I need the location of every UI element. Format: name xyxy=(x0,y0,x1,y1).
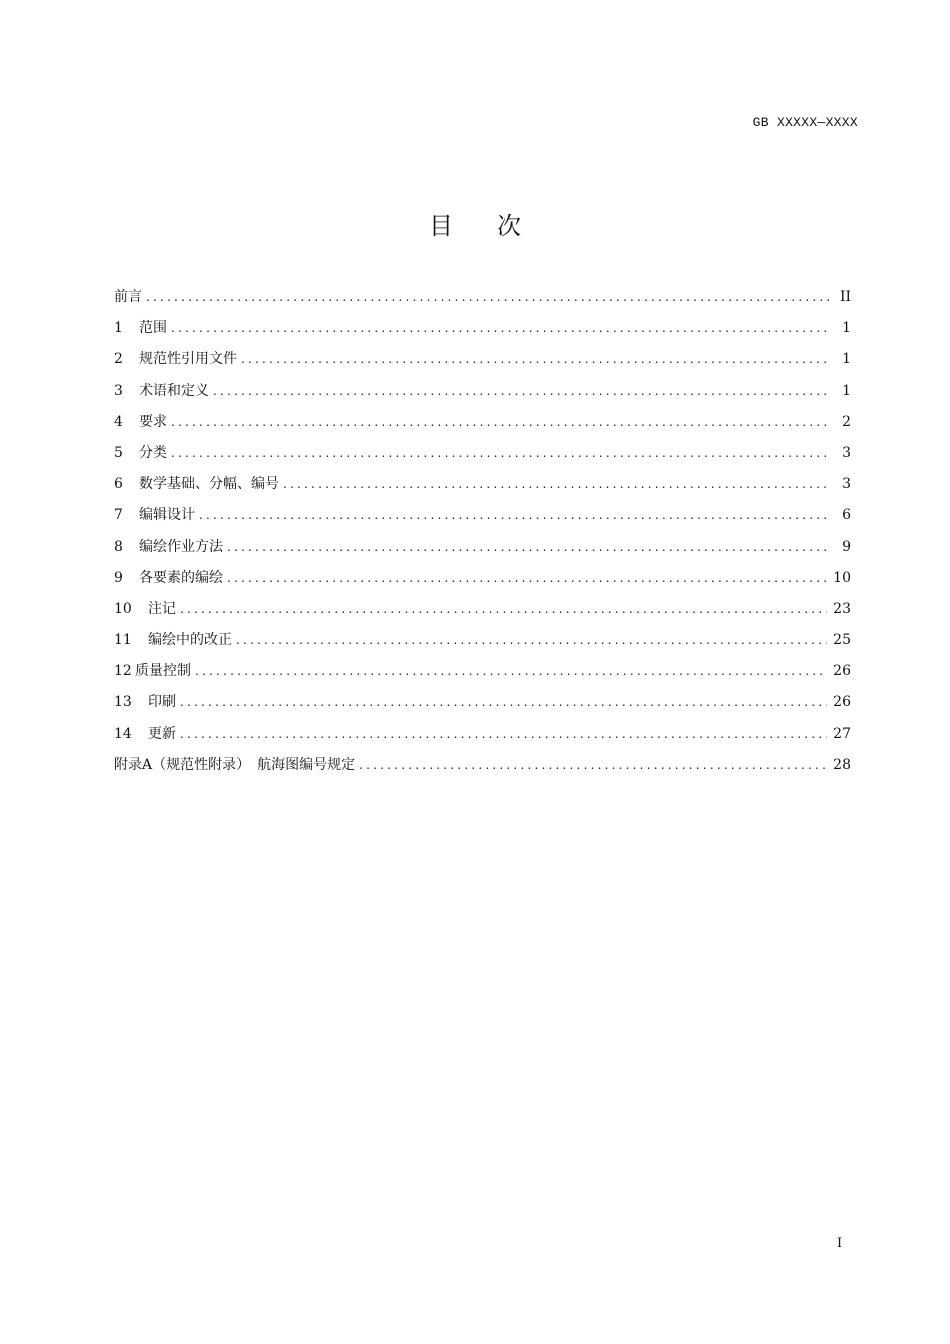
toc-entry-number: 5 xyxy=(114,444,123,461)
toc-entry-title: 要求 xyxy=(139,413,167,430)
toc-entry-title: 印刷 xyxy=(148,694,176,711)
toc-entry-title: 附录A（规范性附录） 航海图编号规定 xyxy=(114,756,356,773)
dot-leader xyxy=(227,540,831,554)
toc-entry-page: 23 xyxy=(833,600,851,617)
table-of-contents xyxy=(114,286,851,785)
toc-entry-title: 编辑设计 xyxy=(139,507,195,524)
toc-entry[interactable] xyxy=(114,317,851,348)
toc-entry-title: 注记 xyxy=(148,600,176,617)
toc-entry-page: II xyxy=(839,289,851,305)
toc-entry-title: 质量控制 xyxy=(135,663,191,680)
toc-entry-page: 1 xyxy=(842,320,851,337)
toc-entry-number: 7 xyxy=(114,507,123,524)
toc-entry[interactable] xyxy=(114,598,851,629)
toc-entry-title: 规范性引用文件 xyxy=(139,351,237,368)
dot-leader xyxy=(180,727,827,741)
toc-entry-number: 10 xyxy=(114,600,132,617)
toc-entry[interactable] xyxy=(114,567,851,598)
toc-entry-page: 28 xyxy=(833,756,851,773)
toc-entry[interactable] xyxy=(114,286,851,317)
toc-entry-page: 27 xyxy=(833,725,851,742)
toc-entry-title: 编绘中的改正 xyxy=(148,632,232,649)
toc-entry[interactable] xyxy=(114,473,851,504)
toc-entry-number: 6 xyxy=(114,476,123,493)
dot-leader xyxy=(171,321,831,335)
toc-entry-number: 8 xyxy=(114,538,123,555)
toc-entry-title: 范围 xyxy=(139,320,167,337)
dot-leader xyxy=(359,758,827,772)
dot-leader xyxy=(283,477,831,491)
toc-entry[interactable] xyxy=(114,723,851,754)
toc-entry[interactable] xyxy=(114,442,851,473)
document-code: GB XXXXX—XXXX xyxy=(752,115,858,130)
toc-entry-page: 1 xyxy=(842,351,851,368)
toc-entry-page: 26 xyxy=(833,694,851,711)
toc-entry-page: 26 xyxy=(833,663,851,680)
dot-leader xyxy=(241,352,831,366)
toc-entry[interactable] xyxy=(114,348,851,379)
toc-entry-number: 14 xyxy=(114,725,132,742)
toc-entry-number: 3 xyxy=(114,382,123,399)
dot-leader xyxy=(213,384,831,398)
dot-leader xyxy=(171,415,831,429)
toc-entry-page: 6 xyxy=(842,507,851,524)
toc-entry[interactable] xyxy=(114,691,851,722)
toc-entry-number: 9 xyxy=(114,569,123,586)
toc-entry-title: 前言 xyxy=(114,289,142,305)
dot-leader xyxy=(195,664,827,678)
toc-entry-title: 更新 xyxy=(148,725,176,742)
dot-leader xyxy=(227,571,827,585)
toc-entry-page: 2 xyxy=(842,413,851,430)
toc-entry[interactable] xyxy=(114,504,851,535)
toc-entry[interactable] xyxy=(114,411,851,442)
toc-entry-page: 25 xyxy=(833,632,851,649)
toc-entry-number: 11 xyxy=(114,632,132,649)
toc-entry-page: 10 xyxy=(833,569,851,586)
toc-entry-page: 3 xyxy=(842,444,851,461)
toc-entry-title: 术语和定义 xyxy=(139,382,209,399)
toc-entry[interactable] xyxy=(114,536,851,567)
toc-entry[interactable] xyxy=(114,660,851,691)
toc-entry-number: 13 xyxy=(114,694,132,711)
page-title: 目次 xyxy=(429,212,565,240)
dot-leader xyxy=(236,633,827,647)
toc-entry[interactable] xyxy=(114,754,851,785)
toc-entry-number: 4 xyxy=(114,413,123,430)
dot-leader xyxy=(199,508,831,522)
toc-entry-title: 数学基础、分幅、编号 xyxy=(139,476,279,493)
toc-entry-number: 2 xyxy=(114,351,123,368)
toc-entry-title: 分类 xyxy=(139,444,167,461)
toc-entry-number: 12 xyxy=(114,663,132,680)
toc-entry-title: 编绘作业方法 xyxy=(139,538,223,555)
toc-entry-number: 1 xyxy=(114,320,123,337)
dot-leader xyxy=(171,446,831,460)
toc-entry-page: 1 xyxy=(842,382,851,399)
dot-leader xyxy=(180,695,827,709)
toc-entry-page: 3 xyxy=(842,476,851,493)
dot-leader xyxy=(146,290,831,304)
toc-entry-page: 9 xyxy=(842,538,851,555)
toc-entry[interactable] xyxy=(114,380,851,411)
dot-leader xyxy=(180,602,827,616)
toc-entry-title: 各要素的编绘 xyxy=(139,569,223,586)
page-number: I xyxy=(837,1236,843,1251)
toc-entry[interactable] xyxy=(114,629,851,660)
